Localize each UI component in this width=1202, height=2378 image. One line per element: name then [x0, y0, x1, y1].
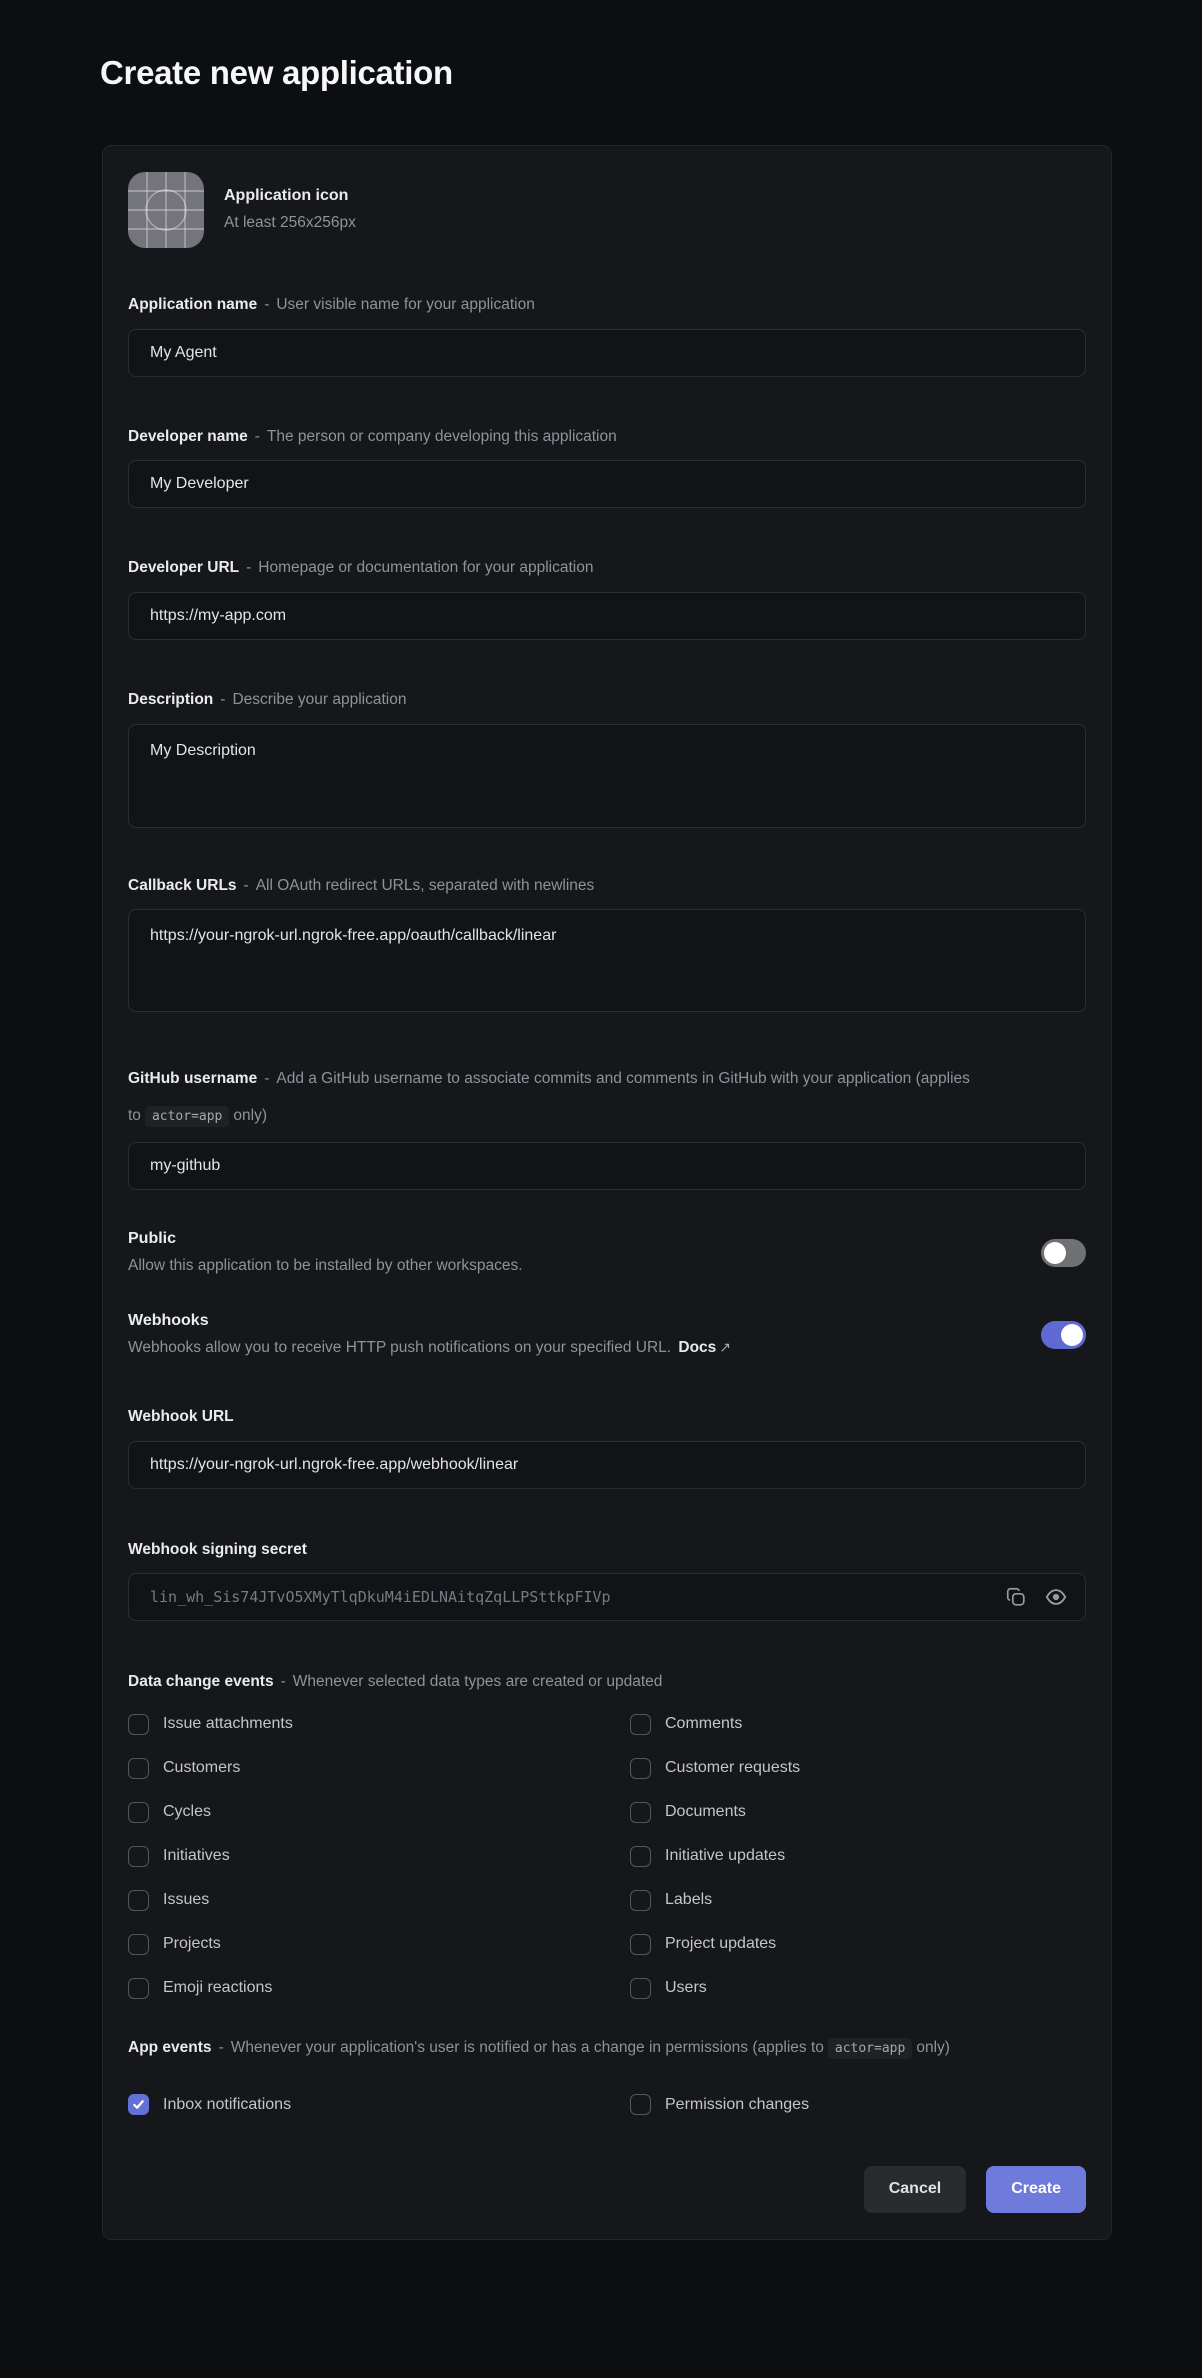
callback-urls-group	[128, 875, 1086, 1013]
field-label: Webhook URL	[128, 1408, 234, 1426]
checkbox[interactable]	[128, 1846, 149, 1867]
public-title: Public	[128, 1230, 177, 1248]
checkbox-label: Labels	[665, 1891, 713, 1909]
field-label: Application name	[128, 295, 258, 313]
copy-icon	[1005, 1586, 1027, 1608]
github-username-group	[128, 1061, 1086, 1190]
image-placeholder-icon	[128, 172, 204, 248]
event-checkbox-item[interactable]	[630, 1712, 1086, 1736]
event-checkbox-item[interactable]	[630, 2093, 1086, 2117]
developer-url-group	[128, 557, 1086, 640]
checkbox[interactable]	[128, 1758, 149, 1779]
cancel-button[interactable]: Cancel	[864, 2166, 966, 2213]
webhook-secret-label	[128, 1539, 1086, 1561]
field-description: only)	[916, 2039, 950, 2057]
event-checkbox-item[interactable]	[630, 1932, 1086, 1956]
checkbox[interactable]	[630, 2094, 651, 2115]
field-label: Webhook signing secret	[128, 1540, 307, 1558]
checkbox[interactable]	[128, 1714, 149, 1735]
app-events-grid	[128, 2093, 1086, 2117]
check-icon	[132, 2098, 145, 2111]
label-separator: -	[243, 876, 249, 894]
label-separator: -	[218, 2039, 224, 2057]
webhooks-toggle[interactable]	[1041, 1321, 1086, 1349]
checkbox[interactable]	[128, 1978, 149, 1999]
form-footer	[128, 2166, 1086, 2213]
application-icon-title: Application icon	[224, 187, 349, 205]
description-textarea[interactable]	[128, 724, 1086, 828]
event-checkbox-item[interactable]	[630, 1976, 1086, 2000]
webhooks-toggle-text	[128, 1312, 731, 1357]
checkbox-label: Cycles	[163, 1803, 212, 1821]
checkbox-label: Comments	[665, 1715, 743, 1733]
field-description: User visible name for your application	[276, 295, 535, 313]
public-toggle-text	[128, 1230, 523, 1275]
toggle-knob	[1061, 1324, 1083, 1346]
application-icon-hint: At least 256x256px	[224, 214, 356, 232]
developer-name-label	[128, 426, 1086, 448]
checkbox-label: Permission changes	[665, 2095, 810, 2113]
webhook-url-label	[128, 1406, 1086, 1428]
checkbox-label: Issue attachments	[163, 1715, 293, 1733]
field-description: Homepage or documentation for your application	[258, 559, 594, 577]
page-title: Create new application	[100, 54, 453, 91]
checkbox-label: Users	[665, 1979, 707, 1997]
checkbox-label: Initiatives	[163, 1847, 230, 1865]
checkbox-label: Customer requests	[665, 1759, 801, 1777]
checkbox[interactable]	[630, 1934, 651, 1955]
data-change-events-label	[128, 1671, 1086, 1693]
event-checkbox-item[interactable]	[630, 1844, 1086, 1868]
application-icon-section	[128, 172, 1086, 248]
field-label: Data change events	[128, 1672, 274, 1690]
webhooks-description-text: Webhooks allow you to receive HTTP push notifications on your specified URL.	[128, 1339, 672, 1357]
event-checkbox-item[interactable]	[128, 1976, 630, 2000]
checkbox[interactable]	[630, 1846, 651, 1867]
checkbox-label: Customers	[163, 1759, 241, 1777]
developer-url-input[interactable]	[128, 592, 1086, 640]
field-description: The person or company developing this application	[266, 427, 617, 445]
event-checkbox-item[interactable]	[128, 1888, 630, 1912]
field-label: GitHub username	[128, 1070, 258, 1088]
application-icon-meta	[224, 187, 356, 232]
reveal-secret-button[interactable]	[1041, 1582, 1071, 1612]
checkbox[interactable]	[128, 1934, 149, 1955]
webhook-secret-box	[128, 1573, 1086, 1621]
actor-app-code-chip: actor=app	[145, 1106, 229, 1127]
checkbox[interactable]	[630, 1802, 651, 1823]
field-description: Add a GitHub username to associate commits and comments in GitHub with your application (applies to	[128, 1070, 970, 1124]
webhook-secret-value: lin_wh_Sis74JTvO5XMyTlqDkuM4iEDLNAitqZqLLPSttkpFIVp	[150, 1587, 611, 1606]
data-change-events-section	[128, 1671, 1086, 2001]
checkbox-label: Emoji reactions	[163, 1979, 273, 1997]
event-checkbox-item[interactable]	[128, 1800, 630, 1824]
eye-icon	[1045, 1586, 1067, 1608]
field-label: Description	[128, 690, 214, 708]
github-username-input[interactable]	[128, 1142, 1086, 1190]
webhook-secret-group	[128, 1539, 1086, 1621]
event-checkbox-item[interactable]	[630, 1888, 1086, 1912]
checkbox[interactable]	[630, 1714, 651, 1735]
webhooks-toggle-row	[128, 1312, 1086, 1357]
developer-url-label	[128, 557, 1086, 579]
checkbox-label: Project updates	[665, 1935, 777, 1953]
create-button[interactable]: Create	[986, 2166, 1086, 2213]
webhook-url-group	[128, 1406, 1086, 1489]
event-checkbox-item[interactable]	[128, 2093, 630, 2117]
create-application-card	[102, 145, 1112, 2240]
checkbox[interactable]	[128, 1802, 149, 1823]
application-name-input[interactable]	[128, 329, 1086, 377]
callback-urls-textarea[interactable]	[128, 909, 1086, 1012]
public-toggle-row	[128, 1230, 1086, 1275]
application-name-group	[128, 294, 1086, 377]
public-description: Allow this application to be installed by other workspaces.	[128, 1257, 523, 1275]
field-label: App events	[128, 2039, 212, 2057]
checkbox[interactable]	[128, 2094, 149, 2115]
callback-urls-label	[128, 875, 1086, 897]
checkbox[interactable]	[630, 1758, 651, 1779]
application-name-label	[128, 294, 1086, 316]
checkbox[interactable]	[128, 1890, 149, 1911]
label-separator: -	[220, 690, 226, 708]
webhooks-title: Webhooks	[128, 1312, 209, 1330]
toggle-knob	[1044, 1242, 1066, 1264]
field-label: Developer name	[128, 427, 248, 445]
checkbox[interactable]	[630, 1978, 651, 1999]
field-description: Whenever your application's user is notified or has a change in permissions (applies to	[230, 2039, 824, 2057]
event-checkbox-item[interactable]	[128, 1932, 630, 1956]
checkbox-label: Issues	[163, 1891, 210, 1909]
webhook-url-input[interactable]	[128, 1441, 1086, 1489]
checkbox-label: Inbox notifications	[163, 2095, 292, 2113]
webhooks-description	[128, 1339, 731, 1357]
checkbox-label: Projects	[163, 1935, 221, 1953]
description-label	[128, 689, 1086, 711]
field-description: All OAuth redirect URLs, separated with newlines	[255, 876, 595, 894]
field-description: only)	[233, 1106, 267, 1124]
actor-app-code-chip: actor=app	[828, 2038, 912, 2059]
developer-name-group	[128, 426, 1086, 509]
application-icon-upload[interactable]	[128, 172, 204, 248]
label-separator: -	[254, 427, 260, 445]
description-group	[128, 689, 1086, 828]
label-separator: -	[264, 1070, 270, 1088]
event-checkbox-item[interactable]	[128, 1844, 630, 1868]
app-events-section	[128, 2030, 1086, 2116]
data-change-events-grid	[128, 1712, 1086, 2000]
label-separator: -	[280, 1672, 286, 1690]
checkbox-label: Initiative updates	[665, 1847, 786, 1865]
field-description: Describe your application	[232, 690, 407, 708]
docs-link[interactable]: Docs	[678, 1339, 717, 1357]
public-toggle[interactable]	[1041, 1239, 1086, 1267]
external-link-arrow-icon: ↗	[719, 1339, 732, 1356]
event-checkbox-item[interactable]	[128, 1712, 630, 1736]
checkbox-label: Documents	[665, 1803, 746, 1821]
app-events-label	[128, 2030, 1086, 2066]
checkbox[interactable]	[630, 1890, 651, 1911]
field-description: Whenever selected data types are created or updated	[292, 1672, 663, 1690]
label-separator: -	[246, 559, 252, 577]
event-checkbox-item[interactable]	[630, 1756, 1086, 1780]
github-username-label	[128, 1061, 1086, 1134]
event-checkbox-item[interactable]	[128, 1756, 630, 1780]
field-label: Developer URL	[128, 559, 240, 577]
field-label: Callback URLs	[128, 876, 237, 894]
event-checkbox-item[interactable]	[630, 1800, 1086, 1824]
label-separator: -	[264, 295, 270, 313]
copy-secret-button[interactable]	[1001, 1582, 1031, 1612]
developer-name-input[interactable]	[128, 460, 1086, 508]
